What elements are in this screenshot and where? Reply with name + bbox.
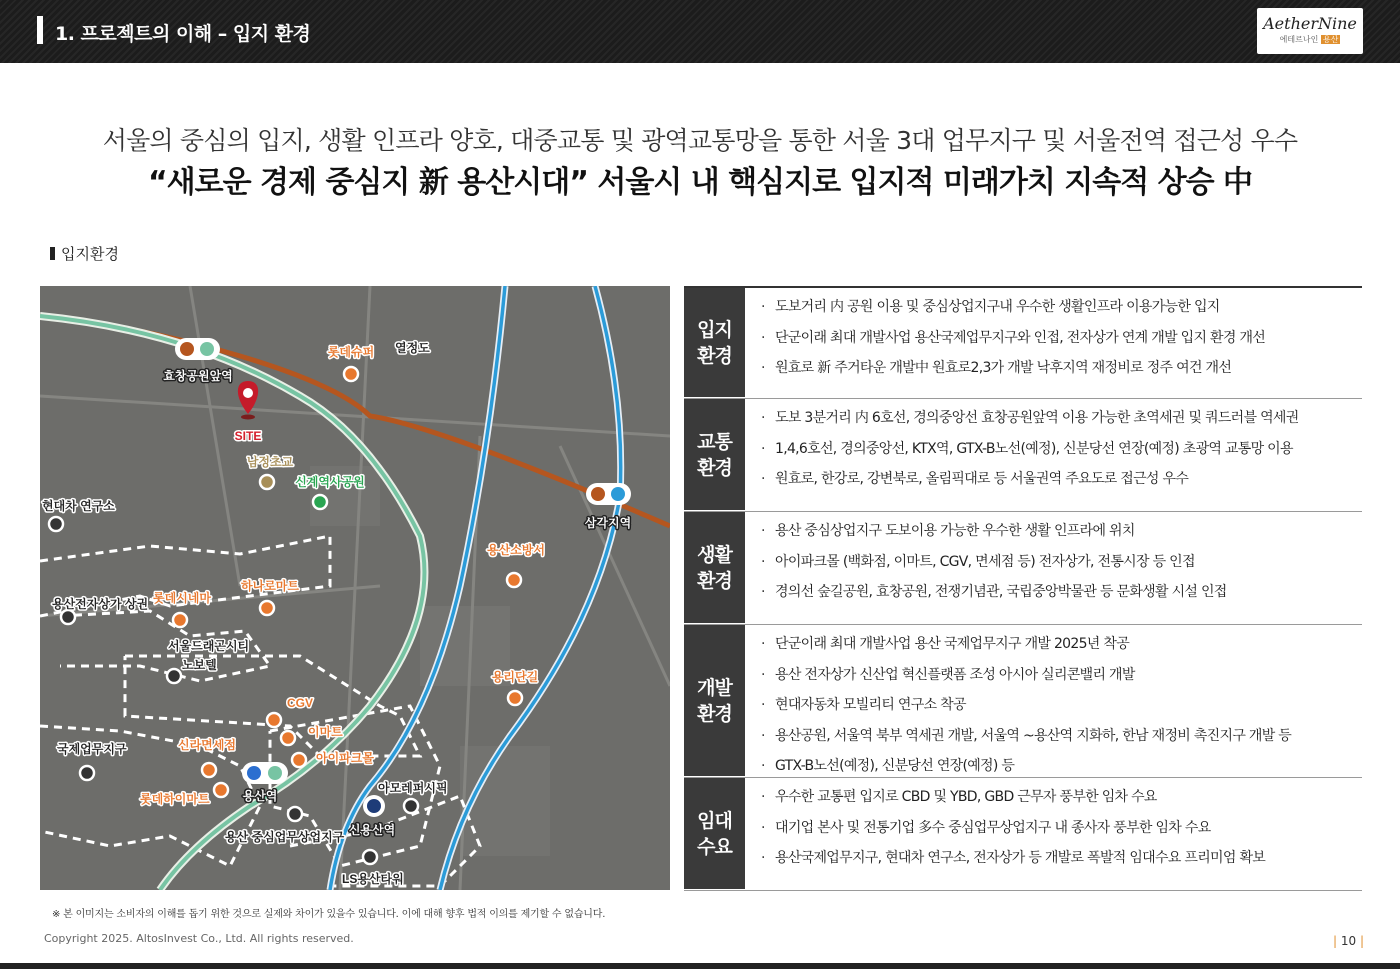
list-item: · 경의선 숲길공원, 효창공원, 전쟁기념관, 국립중앙박물관 등 문화생활 시설 인접 (761, 577, 1362, 608)
label-namjeong: 남정초교 (246, 455, 294, 469)
logo-brand-text: AetherNine (1263, 14, 1357, 33)
label-yongsan-elec: 용산전자상가 상권 (52, 597, 149, 611)
row-label: 교통 환경 (684, 399, 745, 511)
list-item: · 용산공원, 서울역 북부 역세권 개발, 서울역 ~용산역 지화하, 한남 재정비 촉진지구 개발 등 (761, 721, 1362, 752)
table-row (684, 399, 1362, 512)
label-singye: 신계역사공원 (295, 475, 365, 489)
row-label: 임대 수요 (684, 778, 745, 890)
label-hyundai: 현대차 연구소 (42, 499, 115, 513)
location-info-table (684, 286, 1362, 891)
station-samgakji (586, 483, 631, 505)
label-ibd: 국제업무지구 (57, 742, 127, 756)
label-hanaro: 하나로마트 (241, 579, 299, 593)
logo-tag: 용산 (1322, 35, 1339, 44)
list-item: · 1,4,6호선, 경의중앙선, KTX역, GTX-B노선(예정), 신분당선 연장(예정) 초광역 교통망 이용 (761, 434, 1362, 465)
table-row (684, 512, 1362, 625)
label-sinyongsan: 신용산역 (348, 823, 396, 837)
station-yongsan (242, 762, 288, 784)
map-canvas (40, 286, 670, 890)
list-item: · 도보거리 内 공원 이용 및 중심상업지구내 우수한 생활인프라 이용가능한 입지 (761, 292, 1362, 323)
station-sinyongsan (363, 795, 385, 817)
list-item: · 용산 전자상가 신산업 혁신플랫폼 조성 아시아 실리콘밸리 개발 (761, 660, 1362, 691)
row-label: 생활 환경 (684, 512, 745, 624)
label-ls: LS용산타워 (342, 872, 404, 886)
label-emart: 이마트 (308, 725, 343, 739)
headline-line2: “새로운 경제 중심지 新 용산시대” 서울시 내 핵심지로 입지적 미래가치 지속적 상승 中 (147, 165, 1253, 200)
table-row (684, 778, 1362, 891)
copyright: Copyright 2025. AltosInvest Co., Ltd. All rights reserved. (44, 932, 354, 945)
header-bar (0, 0, 1400, 63)
label-yongsan-station: 용산역 (242, 789, 278, 803)
headline-line1: 서울의 중심의 입지, 생활 인프라 양호, 대중교통 및 광역교통망을 통한 서울 3대 업무지구 및 서울전역 접근성 우수 (102, 126, 1298, 155)
list-item: · 원효로, 한강로, 강변북로, 올림픽대로 등 서울권역 주요도로 접근성 우수 (761, 464, 1362, 495)
label-lotte-hi: 롯데하이마트 (140, 792, 210, 806)
table-row (684, 286, 1362, 399)
disclaimer: ※ 본 이미지는 소비자의 이해를 돕기 위한 것으로 실제와 차이가 있을수 있습니다. 이에 대해 향후 법적 이의를 제기할 수 없습니다. (52, 909, 606, 920)
subsection-title: 입지환경 (50, 243, 119, 264)
brand-logo (1257, 8, 1363, 54)
list-item: · GTX-B노선(예정), 신분당선 연장(예정) 등 (761, 751, 1362, 782)
bottom-border (0, 963, 1400, 969)
list-item: · 원효로 新 주거타운 개발中 원효로2,3가 개발 낙후지역 재정비로 정주 여건 개선 (761, 353, 1362, 384)
label-yongri: 용리단길 (491, 670, 539, 684)
list-item: · 현대자동차 모빌리티 연구소 착공 (761, 690, 1362, 721)
list-item: · 아이파크몰 (백화점, 이마트, CGV, 면세점 등) 전자상가, 전통시장 등 인접 (761, 547, 1362, 578)
label-site: SITE (234, 429, 262, 443)
label-yeoljeongdo: 열정도 (395, 341, 430, 355)
label-shilla: 신라면세점 (178, 738, 236, 752)
label-cgv: CGV (287, 696, 314, 710)
label-cbd: 용산 중심업무상업지구 (225, 830, 345, 844)
location-map (40, 286, 670, 890)
logo-sub-text: 에테르나인 용산 (1279, 35, 1339, 44)
label-lotte-super: 롯데슈퍼 (327, 345, 375, 359)
list-item: · 단군이래 최대 개발사업 용산국제업무지구와 인접, 전자상가 연계 개발 입지 환경 개선 (761, 323, 1362, 354)
header-accent-mark (37, 16, 43, 44)
row-items (745, 778, 1362, 890)
row-items (745, 288, 1362, 398)
label-amore: 아모레퍼시픽 (378, 781, 448, 795)
list-item: · 용산국제업무지구, 현대차 연구소, 전자상가 등 개발로 폭발적 임대수요 프리미엄 확보 (761, 843, 1362, 874)
bullet-square-icon (50, 247, 55, 260)
label-novotel: 노보텔 (182, 658, 217, 672)
label-ipark: 아이파크몰 (316, 751, 374, 765)
list-item: · 대기업 본사 및 전통기업 多수 중심업무상업지구 내 종사자 풍부한 임차 수요 (761, 813, 1362, 844)
row-label: 입지 환경 (684, 288, 745, 398)
row-items (745, 512, 1362, 624)
page-number: | 10 | (1333, 934, 1365, 948)
list-item: · 단군이래 최대 개발사업 용산 국제업무지구 개발 2025년 착공 (761, 629, 1362, 660)
label-dragon-city: 서울드래곤시티 (168, 639, 250, 653)
section-title: 1. 프로젝트의 이해 – 입지 환경 (55, 23, 311, 45)
row-items (745, 399, 1362, 511)
label-hyochang: 효창공원앞역 (163, 369, 233, 383)
list-item: · 용산 중심상업지구 도보이용 가능한 우수한 생활 인프라에 위치 (761, 516, 1362, 547)
list-item: · 우수한 교통편 입지로 CBD 및 YBD, GBD 근무자 풍부한 임차 수요 (761, 782, 1362, 813)
label-samgakji: 삼각지역 (584, 516, 632, 530)
list-item: · 도보 3분거리 内 6호선, 경의중앙선 효창공원앞역 이용 가능한 초역세권 및 쿼드러블 역세권 (761, 403, 1362, 434)
label-yongsan-fire: 용산소방서 (487, 543, 545, 557)
label-lotte-cinema: 롯데시네마 (153, 591, 211, 605)
row-label: 개발 환경 (684, 625, 745, 777)
table-row (684, 625, 1362, 778)
station-hyochang (175, 338, 220, 360)
row-items (745, 625, 1362, 777)
